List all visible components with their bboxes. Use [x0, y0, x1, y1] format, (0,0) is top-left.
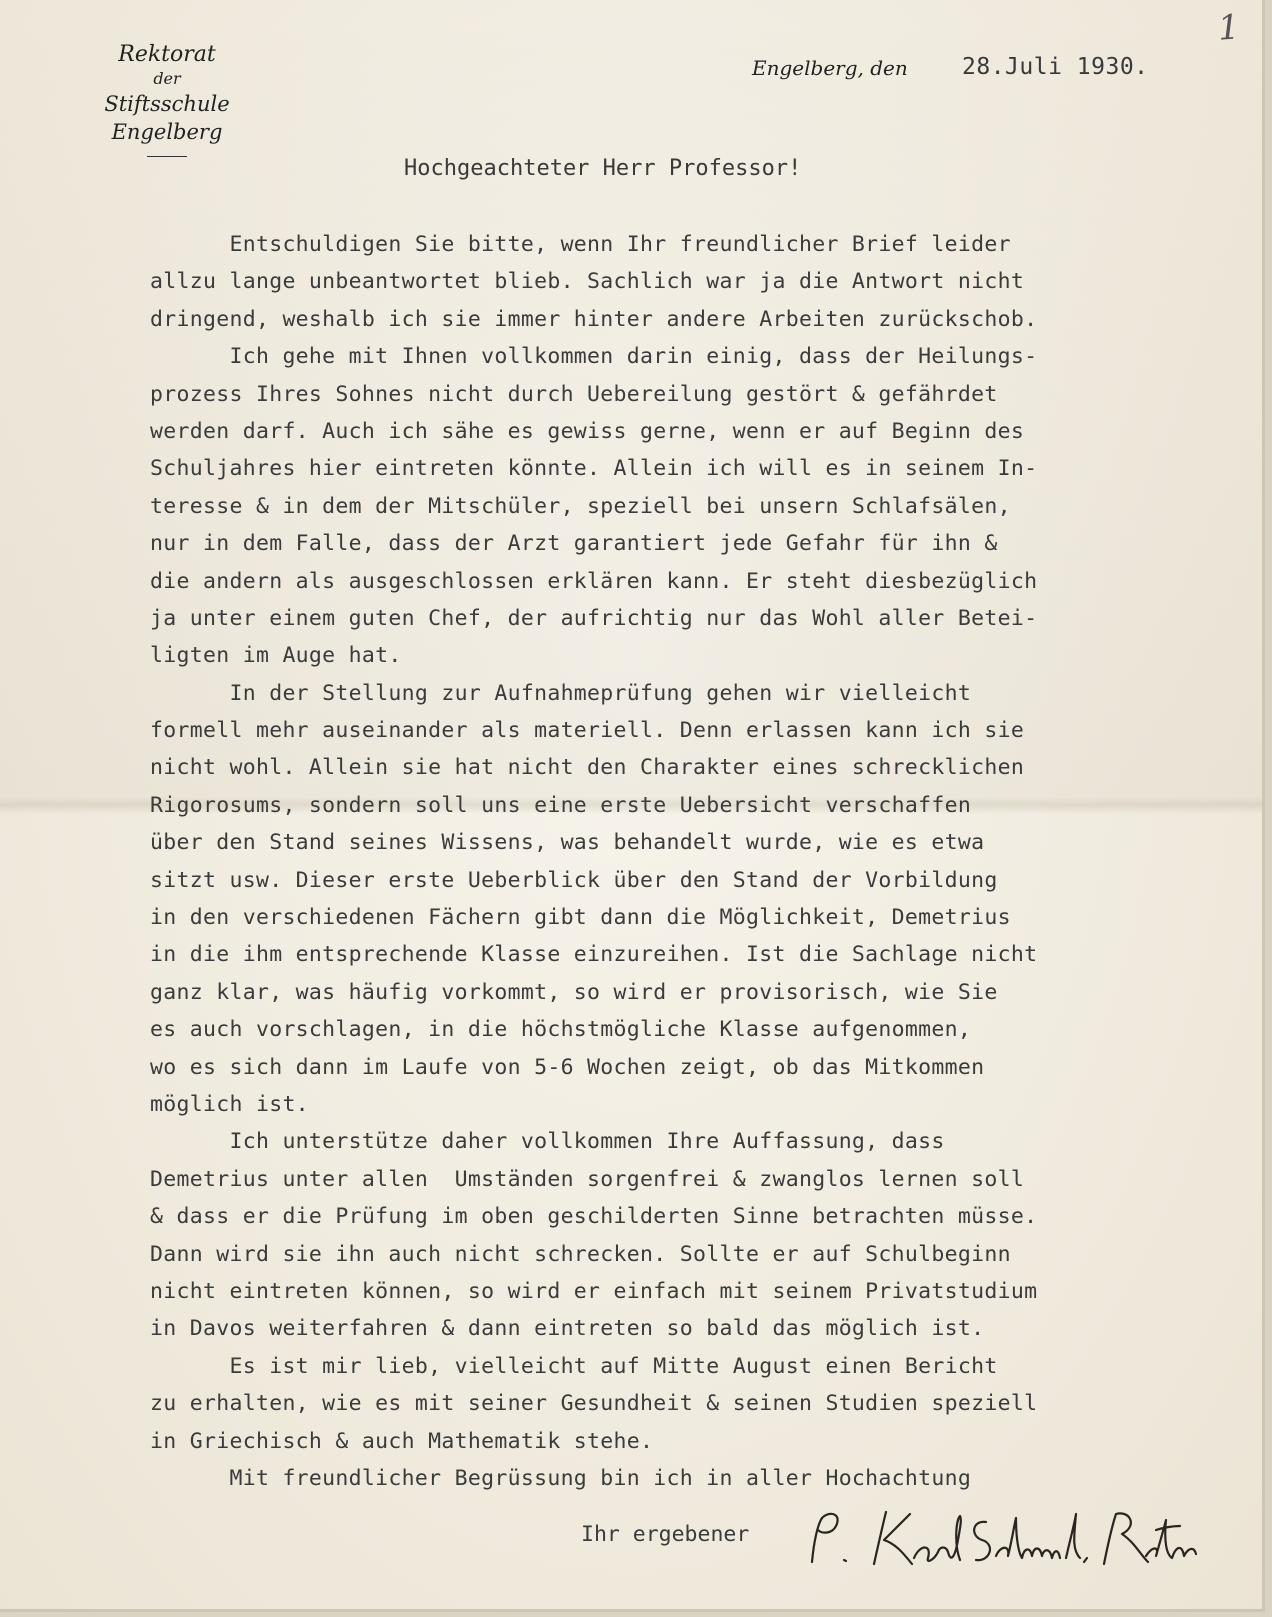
body-line: Dann wird sie ihn auch nicht schrecken. Sollte er auf Schulbeginn: [150, 1241, 1011, 1267]
body-line: & dass er die Prüfung im oben geschilderten Sinne betrachten müsse.: [150, 1204, 1038, 1230]
body-line: prozess Ihres Sohnes nicht durch Uebereilung gestört & gefährdet: [150, 381, 998, 407]
body-line: über den Stand seines Wissens, was behandelt wurde, wie es etwa: [150, 830, 985, 856]
handwritten-signature: [800, 1500, 1200, 1580]
body-line: wo es sich dann im Laufe von 5-6 Wochen zeigt, ob das Mitkommen: [150, 1054, 985, 1080]
letter-body: [150, 226, 1230, 1497]
body-line: Mit freundlicher Begrüssung bin ich in aller Hochachtung: [150, 1465, 972, 1491]
body-line: in die ihm entsprechende Klasse einzureihen. Ist die Sachlage nicht: [150, 942, 1038, 968]
body-line: es auch vorschlagen, in die höchstmögliche Klasse aufgenommen,: [150, 1017, 972, 1043]
body-line: formell mehr auseinander als materiell. Denn erlassen kann ich sie: [150, 718, 1025, 744]
body-line: Rigorosums, sondern soll uns eine erste Uebersicht verschaffen: [150, 792, 972, 818]
body-line: in Davos weiterfahren & dann eintreten so bald das möglich ist.: [150, 1316, 985, 1342]
body-line: zu erhalten, wie es mit seiner Gesundheit & seinen Studien speziell: [150, 1391, 1038, 1417]
body-line: In der Stellung zur Aufnahmeprüfung gehen wir vielleicht: [150, 680, 972, 706]
body-line: möglich ist.: [150, 1091, 309, 1117]
body-line: Entschuldigen Sie bitte, wenn Ihr freundlicher Brief leider: [150, 232, 1011, 257]
letterhead: [52, 42, 282, 157]
body-line: ja unter einem guten Chef, der aufrichtig nur das Wohl aller Betei-: [150, 605, 1038, 631]
letterhead-line-3: Stiftsschule Engelberg: [104, 92, 230, 144]
body-line: in den verschiedenen Fächern gibt dann die Möglichkeit, Demetrius: [150, 905, 1011, 931]
letterhead-line-1: Rektorat: [118, 42, 216, 67]
body-line: ganz klar, was häufig vorkommt, so wird er provisorisch, wie Sie: [150, 979, 998, 1005]
body-line: sitzt usw. Dieser erste Ueberblick über den Stand der Vorbildung: [150, 867, 998, 893]
body-line: ligten im Auge hat.: [150, 643, 402, 669]
salutation: Hochgeachteter Herr Professor!: [404, 156, 802, 181]
body-line: die andern als ausgeschlossen erklären kann. Er steht diesbezüglich: [150, 568, 1038, 594]
body-line: teresse & in dem der Mitschüler, speziell bei unsern Schlafsälen,: [150, 493, 1011, 519]
place-line: Engelberg, den: [752, 56, 908, 80]
body-line: allzu lange unbeantwortet blieb. Sachlich war ja die Antwort nicht: [150, 269, 1025, 295]
page-number: 1: [1216, 7, 1242, 49]
body-line: Demetrius unter allen Umständen sorgenfrei & zwanglos lernen soll: [150, 1166, 1025, 1192]
body-line: Ich unterstütze daher vollkommen Ihre Auffassung, dass: [150, 1129, 945, 1155]
body-line: in Griechisch & auch Mathematik stehe.: [150, 1428, 654, 1454]
letterhead-line-2: der: [153, 69, 181, 88]
body-line: dringend, weshalb ich sie immer hinter andere Arbeiten zurückschob.: [150, 306, 1038, 332]
letterhead-rule: [147, 156, 187, 157]
body-line: Es ist mir lieb, vielleicht auf Mitte August einen Bericht: [150, 1353, 998, 1379]
body-line: nur in dem Falle, dass der Arzt garantiert jede Gefahr für ihn &: [150, 531, 998, 557]
closing-line: Ihr ergebener: [581, 1522, 750, 1547]
body-line: Ich gehe mit Ihnen vollkommen darin einig, dass der Heilungs-: [150, 344, 1038, 370]
body-line: nicht wohl. Allein sie hat nicht den Charakter eines schrecklichen: [150, 755, 1025, 781]
letter-date: 28.Juli 1930.: [962, 54, 1149, 80]
body-line: nicht eintreten können, so wird er einfach mit seinem Privatstudium: [150, 1278, 1038, 1304]
body-line: werden darf. Auch ich sähe es gewiss gerne, wenn er auf Beginn des: [150, 418, 1025, 444]
body-line: Schuljahres hier eintreten könnte. Allein ich will es in seinem In-: [150, 456, 1038, 482]
